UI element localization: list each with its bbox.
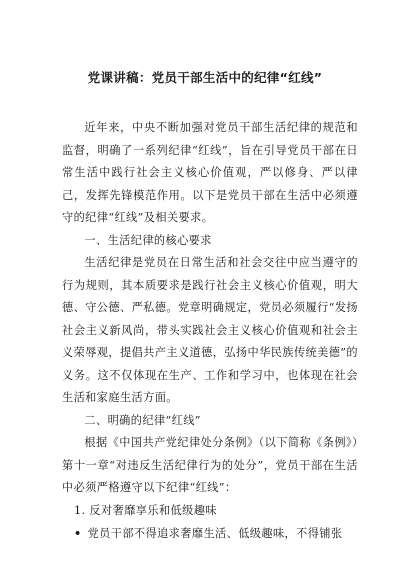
- section2-paragraph: 根据《中国共产党纪律处分条例》（以下简称《条例》）第十一章“对违反生活纪律行为的处分”，党员干部在生活中必须严格遵守以下纪律“红线”：: [62, 436, 358, 494]
- bullet-dot-icon: •: [74, 526, 82, 540]
- section1-paragraph: 生活纪律是党员在日常生活和社会交往中应当遵守的行为规则，其本质要求是践行社会主义核心价值观，明大德、守公德、严私德。党章明确规定，党员必须履行“发扬社会主义新风尚，带头实践社会主义核心价值观和社会主义荣辱观，提倡共产主义道德，弘扬中华民族传统美德”的义务。这不仅体现在生产、工作和学习中，也体现在社会生活和家庭生活方面。: [62, 256, 358, 404]
- section1-heading: 一、生活纪律的核心要求: [84, 233, 212, 247]
- section2-heading: 二、明确的纪律“红线”: [84, 413, 201, 427]
- bullet-item-1: [62, 522, 358, 546]
- bullet-item-text: 党员干部不得追求奢靡生活、低级趣味，不得铺张: [87, 527, 343, 540]
- list-item-1: 1. 反对奢靡享乐和低级趣味: [74, 503, 217, 517]
- document-title: 党课讲稿：党员干部生活中的纪律“红线”: [87, 70, 323, 85]
- intro-paragraph: 近年来，中央不断加强对党员干部生活纪律的规范和监督，明确了一系列纪律“红线”，旨在引导党员干部在日常生活中践行社会主义核心价值观，严以修身、严以律己，发挥先锋模范作用。以下是党员干部在生活中必须遵守的纪律“红线”及相关要求。: [62, 121, 358, 224]
- document-body: [62, 117, 358, 546]
